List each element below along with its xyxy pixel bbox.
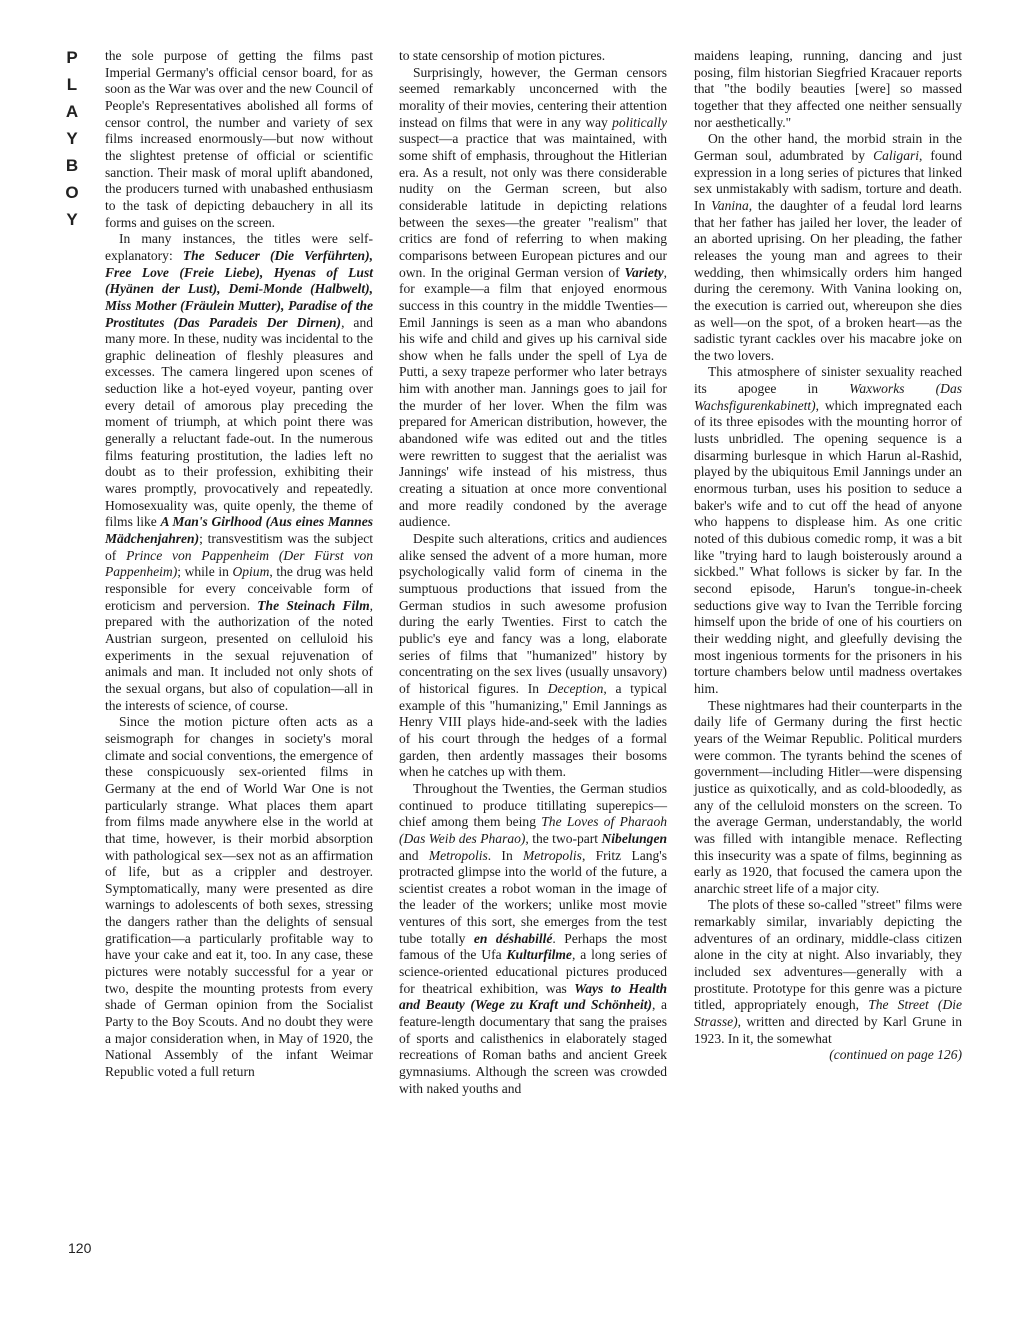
title-text: The Steinach Film xyxy=(257,597,370,613)
body-text: On the other hand, the morbid strain in the German soul, adumbrated by xyxy=(694,131,962,163)
page-number: 120 xyxy=(68,1240,92,1256)
body-text: ; while in xyxy=(177,564,233,580)
body-text: This atmosphere of sinister sexuality reached its apogee in xyxy=(694,364,962,397)
article-paragraph xyxy=(105,714,373,1080)
title-text: Waxworks (Das Wachsfigurenkabinett) xyxy=(694,381,963,413)
body-text: , which impregnated each of its three episodes with the mounting horror of lusts unbridled. The opening sequence is a disarming burlesque in which Harun al-Rashid, played by the ubiquitous Emil Jannings under an enormous turban, uses his position to seduce a baker's wife and to cut off the head of anyone who happens to displease him. As one critic noted of this dubious comedic romp, it was a bit like "trying hard to laugh boisterously around a sickbed." What follows is sicker by far. In the second episode, Harun's tongue-in-cheek seductions give way to Ivan the Terrible forcing himself upon the bride of one of his courtiers on their wedding night, and gleefully devising the most ingenious torments for the prisoners in his torture chambers below until madness overtakes him. xyxy=(694,397,962,696)
masthead-letter: Y xyxy=(66,210,78,229)
title-text: en déshabillé xyxy=(473,930,553,946)
title-text: Vanina xyxy=(711,197,749,213)
body-text: , the drug was held responsible for every conceivable form of eroticism and perversion. xyxy=(105,564,373,613)
body-text: , Fritz Lang's protracted glimpse into the world of the future, a scientist creates a robot woman in the image of the leader of the workers; unlike most movie ventures of this sort, she emerges from the test tube totally xyxy=(399,847,667,946)
body-text: , written and directed by Karl Grune in 1923. In it, the somewhat xyxy=(694,1014,962,1046)
body-text: Throughout the Twenties, the German studios continued to produce titillating superepics—chief among them being xyxy=(399,780,667,830)
masthead-letter: Y xyxy=(66,129,78,148)
masthead-letter: B xyxy=(65,156,79,175)
magazine-masthead xyxy=(60,44,84,233)
masthead-letter: A xyxy=(65,102,79,121)
body-text: the sole purpose of getting the films past Imperial Germany's official censor board, for as soon as the War was over and the new Council of People's Representatives abolished all forms of censor control, the number and variety of sex films increased enormously—but now without the slightest pretense of official or scientific sanction. Their mask of moral uplift abandoned, the producers turned with unabashed enthusiasm to the task of depicting debauchery in all its forms and guises on the screen. xyxy=(105,48,373,230)
article-paragraph xyxy=(694,364,962,697)
continued-note: (continued on page 126) xyxy=(829,1047,962,1063)
title-text: Variety xyxy=(624,264,664,280)
article-paragraph xyxy=(399,781,667,1097)
title-text: Ways to Health and Beauty (Wege zu Kraft und Schönheit) xyxy=(399,980,668,1013)
title-text: Kulturfilme xyxy=(506,947,572,963)
article-paragraph xyxy=(694,131,962,364)
body-text: , for example—a film that enjoyed enormous success in this country in the middle Twenties—Emil Jannings is seen as a man who abandons his wife and child and gives up his carnival side show when he falls under the spell of Lya de Putti, a sexy trapeze performer who later betrays him with another man. Jannings goes to jail for the murder of her lover. When the film was prepared for American distribution, however, the abandoned wife was edited out and the titles were rewritten to suggest that the aerialist was Jannings' wife instead of his mistress, thus creating a situation at once more conventional and more readily condoned by the average audience. xyxy=(399,264,667,530)
title-text: A Man's Girlhood (Aus eines Mannes Mädchenjahren) xyxy=(105,514,374,547)
body-text: Surprisingly, however, the German censors seemed remarkably unconcerned with the morality of their movies, centering their attention instead on films that were in any way xyxy=(399,64,667,130)
title-text: The Seducer (Die Verführten), Free Love (Freie Liebe), Hyenas of Lust (Hyänen der Lust), Demi-Monde (Halbwelt), Miss Mother (Fräulein Mutter), Paradise of the Prostitutes (Das Paradeis Der Dirnen) xyxy=(105,247,373,330)
text-column-2 xyxy=(399,48,667,1097)
body-text: The plots of these so-called "street" films were remarkably similar, invariably depicting the adventures of an ordinary, middle-class citizen alone in the city at night. Also invariably, they included sex adventures—generally with a prostitute. Prototype for this genre was a picture titled, appropriately enough, xyxy=(694,897,962,1013)
title-text: Caligari xyxy=(873,147,919,163)
body-text: , a typical example of this "humanizing," Emil Jannings as Henry VIII plays hide-and-seek with the ladies of his court through the hedges of a formal garden, then ardently massages their bosoms when he catches up with them. xyxy=(399,680,667,780)
body-text: , a long series of science-oriented educational pictures produced for theatrical exhibition, was xyxy=(399,947,667,996)
masthead-letter: P xyxy=(66,48,78,67)
title-text: Prince von Pappenheim (Der Fürst von Pappenheim) xyxy=(105,547,374,580)
body-text: , the two-part xyxy=(525,830,602,846)
body-text: maidens leaping, running, dancing and just posing, film historian Siegfried Kracauer reports that "the bodily beauties [were] so massed together that they affected one neither sensually nor aesthetically." xyxy=(694,48,962,130)
title-text: The Loves of Pharaoh (Das Weib des Pharao) xyxy=(399,814,667,846)
body-text: , the daughter of a feudal lord learns that her father has jailed her lover, the leader of an aborted uprising. On her pleading, the father releases the young man and agrees to their wedding, then whimsically orders him hanged during the ceremony. With Vanina looking on, the execution is carried out, whereupon she dies as well—on the spot, of a broken heart—as the sadistic tyrant cackles over his macabre joke on the two lovers. xyxy=(694,197,962,363)
masthead-letter: L xyxy=(66,75,78,94)
body-text: In many instances, the titles were self-explanatory: xyxy=(105,231,373,263)
body-text: Despite such alterations, critics and audiences alike sensed the advent of a more human, more psychologically valid form of cinema in the sumptuous productions that issued from the German studios in such awesome profusion during the early Twenties. First to catch the public's eye and fancy was a long, elaborate series of films that "humanized" history by concentrating on the sex lives (usually unsavory) of historical figures. In xyxy=(399,531,667,696)
body-text: to state censorship of motion pictures. xyxy=(399,48,606,63)
article-paragraph xyxy=(399,531,667,781)
body-text: Since the motion picture often acts as a seismograph for changes in society's moral climate and social conventions, the emergence of these conspicuously sex-oriented films in Germany at the end of World War One is not particularly strange. What places them apart from films made anywhere else in the world at that time, however, is their morbid absorption with pathological sex—sex not as an affirmation of life, but as a crippler and destroyer. Symptomatically, many were presented as dire warnings to adolescents of both sexes, stressing the dangers rather than the delights of sensual gratification—a particularly profitable way to have your cake and eat it, too. In any case, these pictures were notably successful for a year or two, despite the mounting protests from every shade of German opinion from the Socialist Party to the Boy Scouts. And no doubt they were a major consideration when, in May of 1920, the National Assembly of the infant Weimar Republic voted a full return xyxy=(105,714,373,1080)
body-text: , prepared with the authorization of the noted Austrian surgeon, presented on celluloid his experiments in the sexual rejuvenation of animals and man. It included not only shots of the sexual organs, but also of copulation—all in the interests of science, of course. xyxy=(105,597,373,713)
article-paragraph xyxy=(105,231,373,714)
body-text: ; transvestitism was the subject of xyxy=(105,531,373,563)
body-text: . Perhaps the most famous of the Ufa xyxy=(399,930,667,963)
body-text: and xyxy=(399,847,429,863)
masthead-letter: O xyxy=(65,183,79,202)
body-text: , a feature-length documentary that sang the praises of sports and calisthenics in elaborately staged recreations of Roman baths and ancient Greek gymnasiums. Although the screen was crowded with naked youths and xyxy=(399,997,667,1096)
body-text: suspect—a practice that was maintained, with some shift of emphasis, throughout the Hitlerian era. As a result, not only was there considerable nudity on the German screen, but also considerable latitude in depicting relations between the sexes—the greater "realism" that critics are fond of referring to when making comparisons between European pictures and our own. In the original German version of xyxy=(399,131,667,280)
article-paragraph xyxy=(105,48,373,231)
body-text: , found expression in a long series of pictures that linked sex unmistakably with sadism, torture and death. In xyxy=(694,147,962,213)
text-column-3 xyxy=(694,48,962,1064)
title-text: Deception xyxy=(547,680,604,696)
title-text: Metropolis xyxy=(428,847,488,863)
article-paragraph xyxy=(399,65,667,531)
article-paragraph xyxy=(694,897,962,1047)
article-paragraph xyxy=(399,48,667,65)
body-text: These nightmares had their counterparts in the daily life of Germany during the first hectic years of the Weimar Republic. Political murders were common. The tyrants behind the scenes of government—including Hitler—were dispensing justice as quixotically, and as cold-bloodedly, as any of the celluloid monsters on the screen. To the average German, understandably, the world was filled with intangible menace. Reflecting this insecurity was a spate of films, beginning as early as 1920, that focused the camera upon the anarchic street life of a major city. xyxy=(694,697,962,896)
article-paragraph xyxy=(694,698,962,898)
text-column-1 xyxy=(105,48,373,1081)
title-text: Metropolis xyxy=(522,847,582,863)
title-text: Opium xyxy=(232,564,270,580)
body-text: . In xyxy=(487,847,523,863)
body-text: , and many more. In these, nudity was incidental to the graphic delineation of fleshly pleasures and excesses. The camera lingered upon scenes of seduction like a hot-eyed voyeur, panting over every detail of amorous play preceding the moment of triumph, at which point there was generally a reluctant fade-out. In the numerous films featuring prostitution, the ladies left no doubt as to their profession, exhibiting their wares promptly, provocatively and repeatedly. Homosexuality was, quite openly, the theme of films like xyxy=(105,314,373,530)
title-text: The Street (Die Strasse) xyxy=(694,997,963,1030)
title-text: Nibelungen xyxy=(601,830,667,846)
title-text: politically xyxy=(612,114,667,130)
article-paragraph xyxy=(694,48,962,131)
